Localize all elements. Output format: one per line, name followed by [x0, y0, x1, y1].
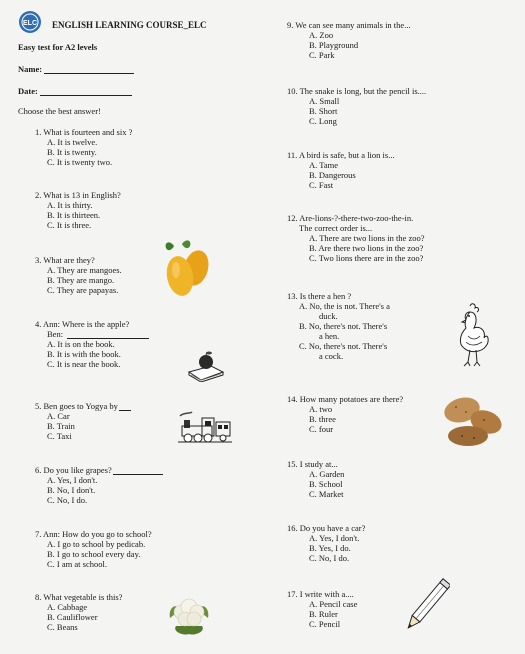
question-1: 1. What is fourteen and six ? A. It is twelve. B. It is twenty. C. It is twenty two.: [35, 127, 133, 167]
question-8: 8. What vegetable is this? A. Cabbage B. Cauliflower C. Beans: [35, 592, 123, 632]
question-13: 13. Is there a hen ? A. No, the is not. There's a duck. B. No, there's not. There's a hen. C. No, there's not. There's a cock.: [287, 291, 390, 361]
question-7: 7. Ann: How do you go to school? A. I go to school by pedicab. B. I go to school every day. C. I am at school.: [35, 529, 152, 569]
question-17: 17. I write with a.... A. Pencil case B. Ruler C. Pencil: [287, 589, 358, 629]
question-2: 2. What is 13 in English? A. It is thirty. B. It is thirteen. C. It is three.: [35, 190, 121, 230]
question-6: 6. Do you like grapes? A. Yes, I don't. B. No, I don't. C. No, I do.: [35, 465, 163, 505]
elc-logo-icon: [18, 10, 42, 34]
date-field: Date:: [18, 86, 132, 96]
instruction-text: Choose the best answer!: [18, 106, 101, 116]
question-15: 15. I study at... A. Garden B. School C. Market: [287, 459, 345, 499]
train-image: [178, 410, 232, 444]
course-title: ENGLISH LEARNING COURSE_ELC: [52, 20, 207, 30]
rooster-image: [440, 300, 492, 370]
pencil-image: [400, 578, 450, 638]
question-9: 9. We can see many animals in the... A. Zoo B. Playground C. Park: [287, 20, 411, 60]
question-4: 4. Ann: Where is the apple? Ben: A. It is on the book. B. It is with the book. C. It is near the book.: [35, 319, 149, 369]
question-11: 11. A bird is safe, but a lion is... A. Tame B. Dangerous C. Fast: [287, 150, 395, 190]
question-16: 16. Do you have a car? A. Yes, I don't. B. Yes, I do. C. No, I do.: [287, 523, 366, 563]
potatoes-image: [440, 394, 506, 450]
logo-text: ELC: [23, 20, 37, 27]
cauliflower-image: [166, 590, 212, 636]
question-14: 14. How many potatoes are there? A. two B. three C. four: [287, 394, 404, 434]
question-5: 5. Ben goes to Yogya by A. Car B. Train C. Taxi: [35, 401, 131, 441]
apple-on-book-image: [185, 350, 227, 382]
mangoes-image: [160, 238, 212, 300]
question-12: 12. Are-lions-?-there-two-zoo-the-in. The correct order is... A. There are two lions in the zoo? B. Are there two lions in the zoo? C. Two lions there are in the zoo?: [287, 213, 425, 263]
name-field: Name:: [18, 64, 134, 74]
question-3: 3. What are they? A. They are mangoes. B. They are mango. C. They are papayas.: [35, 255, 122, 295]
test-subtitle: Easy test for A2 levels: [18, 42, 98, 52]
question-10: 10. The snake is long, but the pencil is.... A. Small B. Short C. Long: [287, 86, 427, 126]
